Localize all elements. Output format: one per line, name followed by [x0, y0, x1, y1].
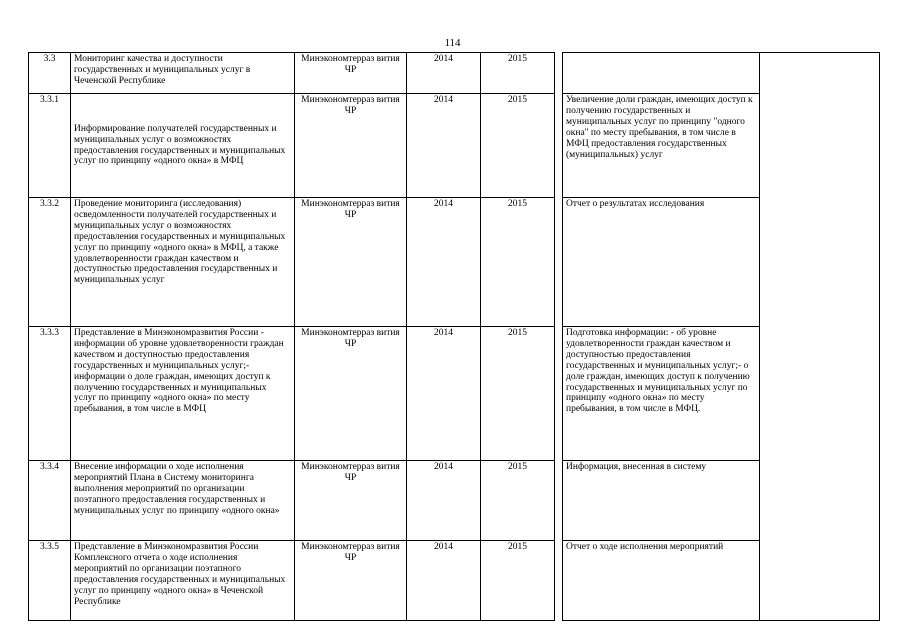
activity-cell: Внесение информации о ходе исполнения мероприятий Плана в Систему мониторинга выполнения мероприятий по организации поэтапного предоставления государственных и муниципальных услуг по принципу «одного окна» — [71, 461, 295, 541]
start-year-cell: 2014 — [407, 541, 481, 621]
end-year-cell: 2015 — [481, 53, 555, 94]
end-year-cell: 2015 — [481, 327, 555, 461]
table-row — [29, 461, 880, 541]
page-number: 114 — [444, 37, 461, 49]
result-cell: Отчет о результатах исследования — [563, 198, 760, 327]
column-gap — [555, 541, 563, 621]
column-gap — [555, 461, 563, 541]
end-year-cell: 2015 — [481, 94, 555, 198]
responsible-cell: Минэкономтерраз вития ЧР — [295, 53, 407, 94]
row-number: 3.3.1 — [29, 94, 71, 198]
end-year-cell: 2015 — [481, 541, 555, 621]
activity-table — [28, 52, 880, 621]
result-cell — [563, 53, 760, 94]
responsible-cell: Минэкономтерраз вития ЧР — [295, 198, 407, 327]
column-gap — [555, 327, 563, 461]
table-row — [29, 198, 880, 327]
row-number: 3.3.5 — [29, 541, 71, 621]
start-year-cell: 2014 — [407, 198, 481, 327]
row-number: 3.3.3 — [29, 327, 71, 461]
responsible-cell: Минэкономтерраз вития ЧР — [295, 327, 407, 461]
start-year-cell: 2014 — [407, 94, 481, 198]
table-row — [29, 541, 880, 621]
column-gap — [555, 53, 563, 94]
activity-cell: Мониторинг качества и доступности государственных и муниципальных услуг в Чеченской Республике — [71, 53, 295, 94]
table-row — [29, 327, 880, 461]
row-number: 3.3.4 — [29, 461, 71, 541]
result-cell: Увеличение доли граждан, имеющих доступ к получению государственных и муниципальных услуг по принципу "одного окна" по месту пребывания, в том числе в МФЦ предоставления государственных (муниципальных) услуг — [563, 94, 760, 198]
empty-column-cell — [760, 53, 880, 621]
table-row — [29, 94, 880, 198]
result-cell: Подготовка информации: - об уровне удовлетворенности граждан качеством и доступностью предоставления государственных и муниципальных услуг;- о доле граждан, имеющих доступ к получению государственных и муниципальных услуг по принципу «одного окна» по месту пребывания, в том числе в МФЦ. — [563, 327, 760, 461]
responsible-cell: Минэкономтерраз вития ЧР — [295, 461, 407, 541]
result-cell: Отчет о ходе исполнения мероприятий — [563, 541, 760, 621]
end-year-cell: 2015 — [481, 198, 555, 327]
responsible-cell: Минэкономтерраз вития ЧР — [295, 541, 407, 621]
activity-cell: Представление в Минэкономразвития России - информации об уровне удовлетворенности граждан качеством и доступностью предоставления государственных и муниципальных услуг;- информации о доле граждан, имеющих доступ к получению государственных и муниципальных услуг по принципу «одного окна» по месту пребывания, в том числе в МФЦ — [71, 327, 295, 461]
table-row — [29, 53, 880, 94]
column-gap — [555, 94, 563, 198]
result-cell: Информация, внесенная в систему — [563, 461, 760, 541]
activity-cell: Проведение мониторинга (исследования) осведомленности получателей государственных и муниципальных услуг о возможностях предоставления государственных и муниципальных услуг по принципу «одного окна» в МФЦ, а также удовлетворенности граждан качеством и доступностью предоставления государственных и муниципальных услуг — [71, 198, 295, 327]
end-year-cell: 2015 — [481, 461, 555, 541]
start-year-cell: 2014 — [407, 53, 481, 94]
row-number: 3.3.2 — [29, 198, 71, 327]
column-gap — [555, 198, 563, 327]
start-year-cell: 2014 — [407, 461, 481, 541]
responsible-cell: Минэкономтерраз вития ЧР — [295, 94, 407, 198]
activity-cell: Информирование получателей государственных и муниципальных услуг о возможностях предоставления государственных и муниципальных услуг по принципу «одного окна» в МФЦ — [71, 94, 295, 198]
activity-cell: Представление в Минэкономразвития России Комплексного отчета о ходе исполнения мероприятий по организации поэтапного предоставления государственных и муниципальных услуг по принципу «одного окна» в Чеченской Республике — [71, 541, 295, 621]
row-number: 3.3 — [29, 53, 71, 94]
start-year-cell: 2014 — [407, 327, 481, 461]
